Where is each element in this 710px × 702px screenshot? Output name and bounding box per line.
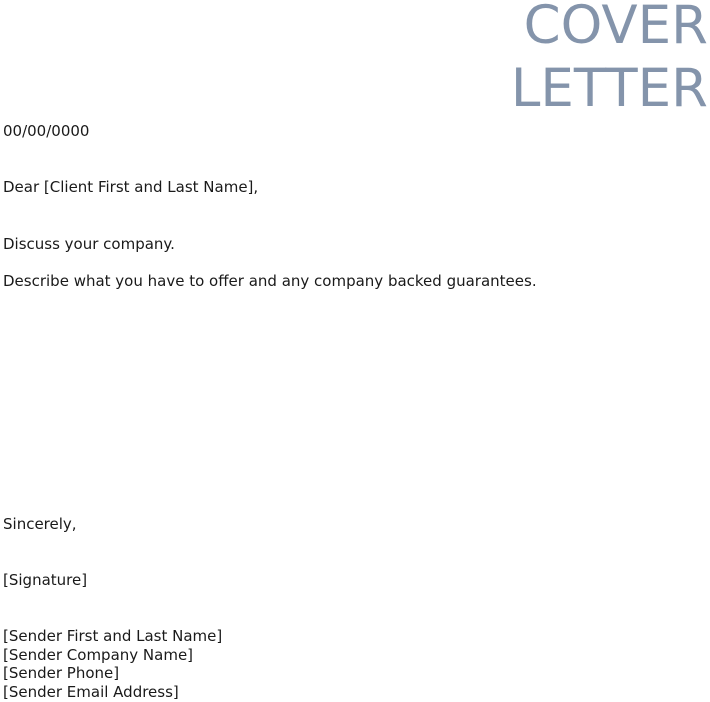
sender-phone: [Sender Phone] xyxy=(3,664,120,682)
title-line-cover: COVER xyxy=(523,0,708,56)
sender-email: [Sender Email Address] xyxy=(3,682,179,701)
body-paragraph-offer: Describe what you have to offer and any company backed guarantees. xyxy=(3,272,537,290)
letter-date: 00/00/0000 xyxy=(3,122,90,140)
sender-block xyxy=(3,627,222,701)
body-paragraph-company: Discuss your company. xyxy=(3,235,175,253)
sender-name: [Sender First and Last Name] xyxy=(3,627,223,645)
document-title xyxy=(511,0,708,120)
signature-placeholder: [Signature] xyxy=(3,571,88,589)
closing: Sincerely, xyxy=(3,515,77,533)
sender-company: [Sender Company Name] xyxy=(3,645,194,664)
title-line-letter: LETTER xyxy=(510,58,708,119)
salutation: Dear [Client First and Last Name], xyxy=(3,178,259,196)
